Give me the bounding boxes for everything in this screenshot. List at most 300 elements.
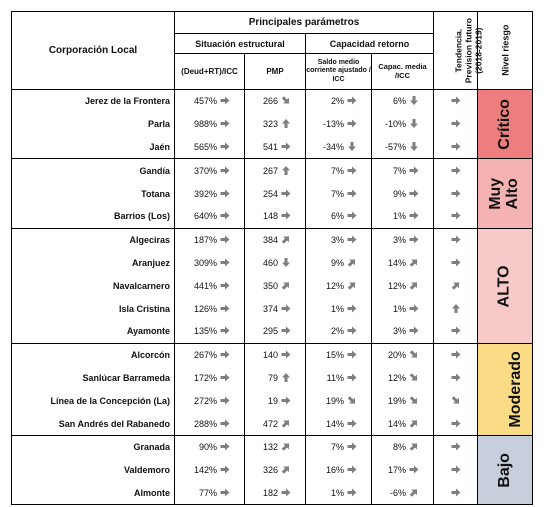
table-row [12,205,533,228]
cell-capac [372,412,434,435]
saldo-value: 11% [326,372,344,383]
saldo-value: 15% [325,350,344,361]
cell-tendencia [434,367,478,390]
risk-level-label: Moderado [506,351,524,428]
cell-tendencia [434,274,478,297]
cell-deud [175,182,245,205]
arrow-right-icon [347,488,357,497]
deud-value: 988% [193,119,217,130]
cell-pmp [245,297,306,320]
cell-tendencia [434,297,478,320]
cell-saldo [306,435,372,458]
cell-saldo [306,182,372,205]
cell-tendencia [434,412,478,435]
saldo-value: 9% [330,257,344,268]
cell-saldo [306,343,372,366]
risk-table [11,11,533,505]
nivel-header [478,12,533,90]
arrow-right-icon [409,211,419,220]
cell-capac [372,459,434,482]
cell-pmp [245,113,306,136]
arrow-right-icon [220,189,230,198]
deud-value: 370% [193,165,217,176]
arrow-down-right-icon [409,350,419,359]
cell-pmp [245,412,306,435]
cell-capac [372,435,434,458]
risk-level-bajo [478,435,533,504]
arrow-right-icon [347,373,357,382]
saldo-value: 6% [330,211,344,222]
arrow-right-icon [451,326,461,335]
cell-pmp [245,228,306,251]
cell-capac [372,182,434,205]
arrow-up-icon [451,304,461,313]
deud-value: 187% [193,235,217,246]
arrow-up-right-icon [451,281,461,290]
corporation-name: Jerez de la Frontera [12,90,175,113]
saldo-value: 7% [330,165,344,176]
deud-value: 77% [198,487,217,498]
capac-value: 7% [393,165,407,176]
cell-deud [175,320,245,343]
saldo-value: 14% [325,418,344,429]
pmp-value: 350 [262,280,278,291]
arrow-up-right-icon [347,281,357,290]
table-row [12,297,533,320]
risk-level-alto [478,228,533,343]
cell-tendencia [434,482,478,505]
corporation-name: Isla Cristina [12,297,175,320]
pmp-value: 79 [267,372,278,383]
cell-deud [175,435,245,458]
pmp-value: 148 [262,211,278,222]
arrow-right-icon [220,258,230,267]
arrow-up-right-icon [409,442,419,451]
cell-deud [175,274,245,297]
arrow-right-icon [220,419,230,428]
cell-tendencia [434,205,478,228]
capac-value: 19% [388,395,407,406]
arrow-up-right-icon [281,465,291,474]
col-deud-header: (Deud+RT)/ICC [175,54,245,90]
table-row [12,252,533,275]
table-row [12,459,533,482]
arrow-right-icon [347,419,357,428]
arrow-right-icon [451,419,461,428]
cell-saldo [306,389,372,412]
cell-saldo [306,113,372,136]
arrow-right-icon [281,189,291,198]
pmp-value: 472 [262,418,278,429]
arrow-right-icon [451,166,461,175]
cell-capac [372,136,434,159]
arrow-right-icon [347,166,357,175]
pmp-value: 326 [262,465,278,476]
cell-pmp [245,459,306,482]
cell-tendencia [434,320,478,343]
capacidad-header: Capacidad retorno [306,34,434,54]
corporation-name: Totana [12,182,175,205]
arrow-right-icon [451,142,461,151]
cell-deud [175,367,245,390]
cell-tendencia [434,459,478,482]
arrow-up-icon [281,166,291,175]
cell-capac [372,205,434,228]
cell-saldo [306,90,372,113]
corporation-name: Ayamonte [12,320,175,343]
cell-tendencia [434,136,478,159]
saldo-value: 19% [325,395,344,406]
col-saldo-header: Saldo medio corriente ajustado / ICC [306,54,372,90]
cell-capac [372,252,434,275]
capac-value: 14% [388,418,407,429]
arrow-down-icon [347,142,357,151]
cell-capac [372,482,434,505]
pmp-value: 19 [267,395,278,406]
deud-value: 565% [193,141,217,152]
cell-deud [175,228,245,251]
pmp-value: 267 [262,165,278,176]
arrow-right-icon [347,189,357,198]
cell-saldo [306,482,372,505]
cell-pmp [245,435,306,458]
tendencia-header [434,12,483,90]
arrow-right-icon [347,442,357,451]
cell-deud [175,205,245,228]
cell-deud [175,412,245,435]
deud-value: 272% [193,395,217,406]
saldo-value: 16% [325,465,344,476]
arrow-right-icon [220,373,230,382]
arrow-right-icon [451,189,461,198]
cell-deud [175,389,245,412]
capac-value: 1% [393,211,407,222]
capac-value: -57% [385,141,407,152]
corporation-name: Granada [12,435,175,458]
cell-pmp [245,274,306,297]
table-row [12,367,533,390]
cell-tendencia [434,435,478,458]
arrow-right-icon [409,304,419,313]
cell-deud [175,343,245,366]
arrow-right-icon [220,442,230,451]
arrow-down-icon [409,119,419,128]
table-row [12,343,533,366]
arrow-right-icon [220,211,230,220]
nivel-label: Nivel riesgo [499,24,510,77]
cell-saldo [306,274,372,297]
deud-value: 457% [193,96,217,107]
table-row [12,136,533,159]
capac-value: 14% [388,257,407,268]
capac-value: 9% [393,188,407,199]
saldo-value: 3% [330,235,344,246]
arrow-right-icon [451,488,461,497]
arrow-right-icon [451,96,461,105]
pmp-value: 254 [262,188,278,199]
pmp-value: 541 [262,141,278,152]
capac-value: 12% [388,372,407,383]
cell-saldo [306,459,372,482]
capac-value: 3% [393,326,407,337]
cell-capac [372,159,434,182]
capac-value: 3% [393,235,407,246]
table-row [12,482,533,505]
risk-level-muy_alto [478,159,533,228]
arrow-down-icon [281,258,291,267]
arrow-right-icon [409,465,419,474]
arrow-right-icon [451,465,461,474]
cell-capac [372,113,434,136]
saldo-value: 7% [330,188,344,199]
cell-saldo [306,205,372,228]
saldo-value: 7% [330,442,344,453]
table-row [12,113,533,136]
cell-capac [372,274,434,297]
table-row [12,159,533,182]
arrow-up-icon [281,119,291,128]
arrow-right-icon [220,465,230,474]
arrow-right-icon [451,119,461,128]
arrow-right-icon [451,235,461,244]
pmp-value: 374 [262,303,278,314]
saldo-value: 2% [330,326,344,337]
table-row [12,389,533,412]
arrow-right-icon [347,119,357,128]
risk-level-label: Bajo [495,453,513,488]
saldo-value: 1% [330,487,344,498]
arrow-right-icon [347,304,357,313]
cell-tendencia [434,90,478,113]
arrow-right-icon [451,211,461,220]
cell-saldo [306,136,372,159]
principales-header: Principales parámetros [175,12,434,34]
cell-saldo [306,252,372,275]
arrow-right-icon [451,442,461,451]
cell-tendencia [434,343,478,366]
cell-deud [175,113,245,136]
cell-deud [175,297,245,320]
corporation-name: Algeciras [12,228,175,251]
pmp-value: 295 [262,326,278,337]
corporation-name: Navalcarnero [12,274,175,297]
risk-level-label: Crítico [495,99,513,150]
table-row [12,274,533,297]
deud-value: 441% [193,280,217,291]
arrow-right-icon [347,235,357,244]
arrow-down-icon [409,96,419,105]
cell-capac [372,367,434,390]
arrow-up-right-icon [281,442,291,451]
cell-tendencia [434,389,478,412]
cell-deud [175,90,245,113]
arrow-right-icon [281,142,291,151]
arrow-right-icon [409,326,419,335]
arrow-right-icon [220,119,230,128]
saldo-value: -34% [322,141,344,152]
arrow-right-icon [220,488,230,497]
corporation-name: Alcorcón [12,343,175,366]
arrow-right-icon [220,235,230,244]
deud-value: 135% [193,326,217,337]
cell-tendencia [434,159,478,182]
arrow-down-right-icon [451,396,461,405]
corp-header: Corporación Local [12,12,175,90]
pmp-value: 384 [262,235,278,246]
deud-value: 142% [193,465,217,476]
col-pmp-header: PMP [245,54,306,90]
deud-value: 90% [198,442,217,453]
corporation-name: Barrios (Los) [12,205,175,228]
cell-tendencia [434,252,478,275]
corporation-name: Línea de la Concepción (La) [12,389,175,412]
deud-value: 288% [193,418,217,429]
arrow-down-right-icon [409,396,419,405]
pmp-value: 140 [262,350,278,361]
cell-pmp [245,182,306,205]
cell-pmp [245,320,306,343]
arrow-up-icon [281,373,291,382]
table-row [12,228,533,251]
cell-saldo [306,297,372,320]
table-row [12,90,533,113]
cell-capac [372,389,434,412]
arrow-down-right-icon [409,373,419,382]
capac-value: 12% [388,280,407,291]
risk-level-critico [478,90,533,159]
cell-pmp [245,252,306,275]
arrow-right-icon [220,304,230,313]
cell-deud [175,159,245,182]
arrow-right-icon [220,142,230,151]
deud-value: 172% [193,372,217,383]
arrow-right-icon [220,326,230,335]
pmp-value: 460 [262,257,278,268]
arrow-down-icon [409,142,419,151]
arrow-up-right-icon [281,419,291,428]
cell-capac [372,297,434,320]
arrow-right-icon [409,166,419,175]
cell-capac [372,320,434,343]
saldo-value: 2% [330,96,344,107]
pmp-value: 323 [262,119,278,130]
risk-table-body [12,90,533,505]
arrow-right-icon [281,304,291,313]
arrow-up-right-icon [409,281,419,290]
cell-pmp [245,482,306,505]
saldo-value: 1% [330,303,344,314]
risk-level-label: Muy Alto [487,177,522,210]
table-row [12,412,533,435]
tendencia-label: Tendencia. Prevision futuro (2018-2019) [453,17,483,84]
table-row [12,435,533,458]
arrow-right-icon [220,396,230,405]
deud-value: 309% [193,257,217,268]
cell-pmp [245,343,306,366]
arrow-right-icon [347,326,357,335]
arrow-up-right-icon [281,281,291,290]
arrow-right-icon [347,96,357,105]
cell-pmp [245,367,306,390]
capac-value: -6% [390,487,407,498]
cell-capac [372,343,434,366]
cell-capac [372,90,434,113]
cell-saldo [306,367,372,390]
arrow-right-icon [281,326,291,335]
cell-pmp [245,205,306,228]
corporation-name: Sanlúcar Barrameda [12,367,175,390]
cell-pmp [245,90,306,113]
cell-pmp [245,159,306,182]
deud-value: 126% [193,303,217,314]
arrow-right-icon [220,350,230,359]
pmp-value: 266 [262,96,278,107]
capac-value: 20% [388,350,407,361]
corporation-name: Jaén [12,136,175,159]
deud-value: 392% [193,188,217,199]
corporation-name: Valdemoro [12,459,175,482]
saldo-value: 12% [325,280,344,291]
cell-deud [175,136,245,159]
arrow-up-right-icon [281,235,291,244]
capac-value: -10% [385,119,407,130]
cell-capac [372,228,434,251]
arrow-right-icon [281,211,291,220]
deud-value: 640% [193,211,217,222]
arrow-right-icon [281,350,291,359]
arrow-right-icon [451,350,461,359]
cell-tendencia [434,228,478,251]
cell-deud [175,459,245,482]
arrow-right-icon [220,96,230,105]
deud-value: 267% [193,350,217,361]
arrow-right-icon [451,373,461,382]
arrow-right-icon [347,211,357,220]
corporation-name: San Andrés del Rabanedo [12,412,175,435]
arrow-right-icon [220,166,230,175]
arrow-up-right-icon [409,419,419,428]
cell-saldo [306,320,372,343]
risk-level-moderado [478,343,533,435]
arrow-right-icon [409,235,419,244]
cell-saldo [306,159,372,182]
saldo-value: -13% [322,119,344,130]
capac-value: 17% [388,465,407,476]
table-row [12,320,533,343]
cell-pmp [245,389,306,412]
cell-deud [175,482,245,505]
situacion-header: Situación estructural [175,34,306,54]
cell-tendencia [434,113,478,136]
corporation-name: Gandía [12,159,175,182]
arrow-down-right-icon [347,396,357,405]
cell-saldo [306,228,372,251]
cell-tendencia [434,182,478,205]
arrow-right-icon [347,350,357,359]
col-capac-header: Capac. media /ICC [372,54,434,90]
risk-table-container [11,11,533,505]
capac-value: 1% [393,303,407,314]
arrow-right-icon [281,488,291,497]
arrow-right-icon [409,189,419,198]
capac-value: 8% [393,442,407,453]
arrow-right-icon [281,396,291,405]
capac-value: 6% [393,96,407,107]
corporation-name: Almonte [12,482,175,505]
pmp-value: 182 [262,487,278,498]
arrow-right-icon [220,281,230,290]
arrow-up-right-icon [409,488,419,497]
